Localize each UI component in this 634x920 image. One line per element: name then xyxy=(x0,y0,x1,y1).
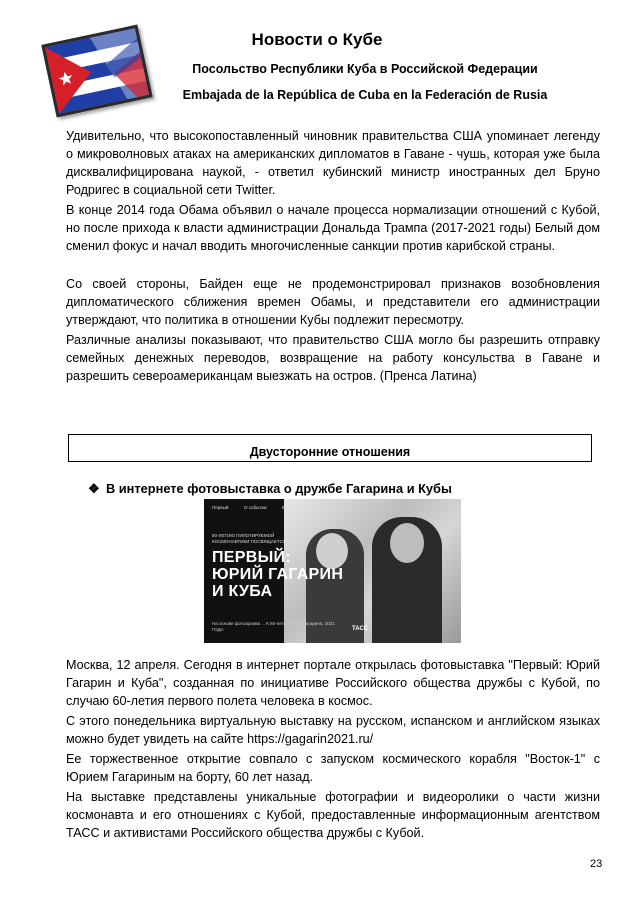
page-number: 23 xyxy=(590,858,603,870)
poster-nav-label: Первый xyxy=(212,505,229,510)
article1-paragraph: Различные анализы показывают, что правительство США могло бы разрешить отправку семейных денежных переводов, возвращение на работу консульства в Гаване и разрешить североамериканцам выезжать на остров. (Пренса Латина) xyxy=(66,333,600,383)
exhibition-poster-image xyxy=(204,499,461,643)
newsletter-title: Новости о Кубе xyxy=(251,30,383,49)
poster-title-line: ЮРИЙ ГАГАРИН xyxy=(212,566,344,583)
article1-paragraph: Удивительно, что высокопоставленный чиновник правительства США упоминает легенду о микроволновых атаках на американских дипломатов в Гаване - чушь, которая уже была дисквалифицирована наукой, - ответил кубинский министр иностранных дел Бруно Родригес в социальной сети Twitter. xyxy=(66,129,600,197)
poster-nav-label: Выставка xyxy=(282,505,302,510)
article1-paragraph: Со своей стороны, Байден еще не продемонстрировал признаков возобновления дипломатического сближения времен Обамы, и представители его администрации утверждают, что политика в отношении Кубы подлежит пересмотру. xyxy=(66,277,600,327)
article1-paragraph: В конце 2014 года Обама объявил о начале процесса нормализации отношений с Кубой, но после прихода к власти администрации Дональда Трампа (2017-2021 годы) Белый дом сменил фокус и начал вводить многочисленные санкции против карибской страны. xyxy=(66,203,600,253)
tass-logo: ТАСС xyxy=(352,626,369,632)
section-header-box xyxy=(68,434,592,462)
poster-title-line: ПЕРВЫЙ: xyxy=(212,549,291,566)
article2-paragraph: На выставке представлены уникальные фотографии и видеоролики о части жизни космонавта и его отношениях с Кубой, предоставленные информационным агентством ТАСС и активистами Российского общества дружбы с Кубой. xyxy=(66,790,600,840)
poster-title-line: И КУБА xyxy=(212,583,273,600)
poster-caption: 60-ЛЕТИЮ ПИЛОТИРУЕМОЙ КОСМОНАВТИКИ ПОСВЯЩАЕТСЯ xyxy=(212,533,287,544)
section-title: Двусторонние отношения xyxy=(249,445,411,459)
poster-title xyxy=(212,549,343,600)
article2-paragraph: Москва, 12 апреля. Сегодня в интернет портале открылась фотовыставка "Первый: Юрий Гагарин и Куба", созданная по инициативе Российского общества дружбы с Кубой, по случаю 60-летия первого полета человека в космос. xyxy=(66,658,600,708)
article2-paragraph: Ее торжественное открытие совпало с запуском космического корабля "Восток-1" с Юрием Гагариным на борту, 60 лет назад. xyxy=(66,752,600,784)
poster-meta: На основе фотоархива ... К 60-летию Ю. А. Гагарина, 2021 ГОДА xyxy=(212,621,335,632)
article2-paragraph: С этого понедельника виртуальную выставку на русском, испанском и английском языках можно будет увидеть на сайте https://gagarin2021.ru/ xyxy=(66,714,600,746)
bullet-diamond-icon: ❖ xyxy=(88,481,100,496)
embassy-name-spanish: Embajada de la República de Cuba en la Federación de Rusia xyxy=(182,88,548,102)
headline-text: В интернете фотовыставка о дружбе Гагарина и Кубы xyxy=(106,481,452,496)
article2-headline xyxy=(88,481,452,497)
poster-nav-label: О событии xyxy=(244,505,267,510)
embassy-name-russian: Посольство Республики Куба в Российской Федерации xyxy=(192,62,538,76)
person-face xyxy=(390,523,424,563)
